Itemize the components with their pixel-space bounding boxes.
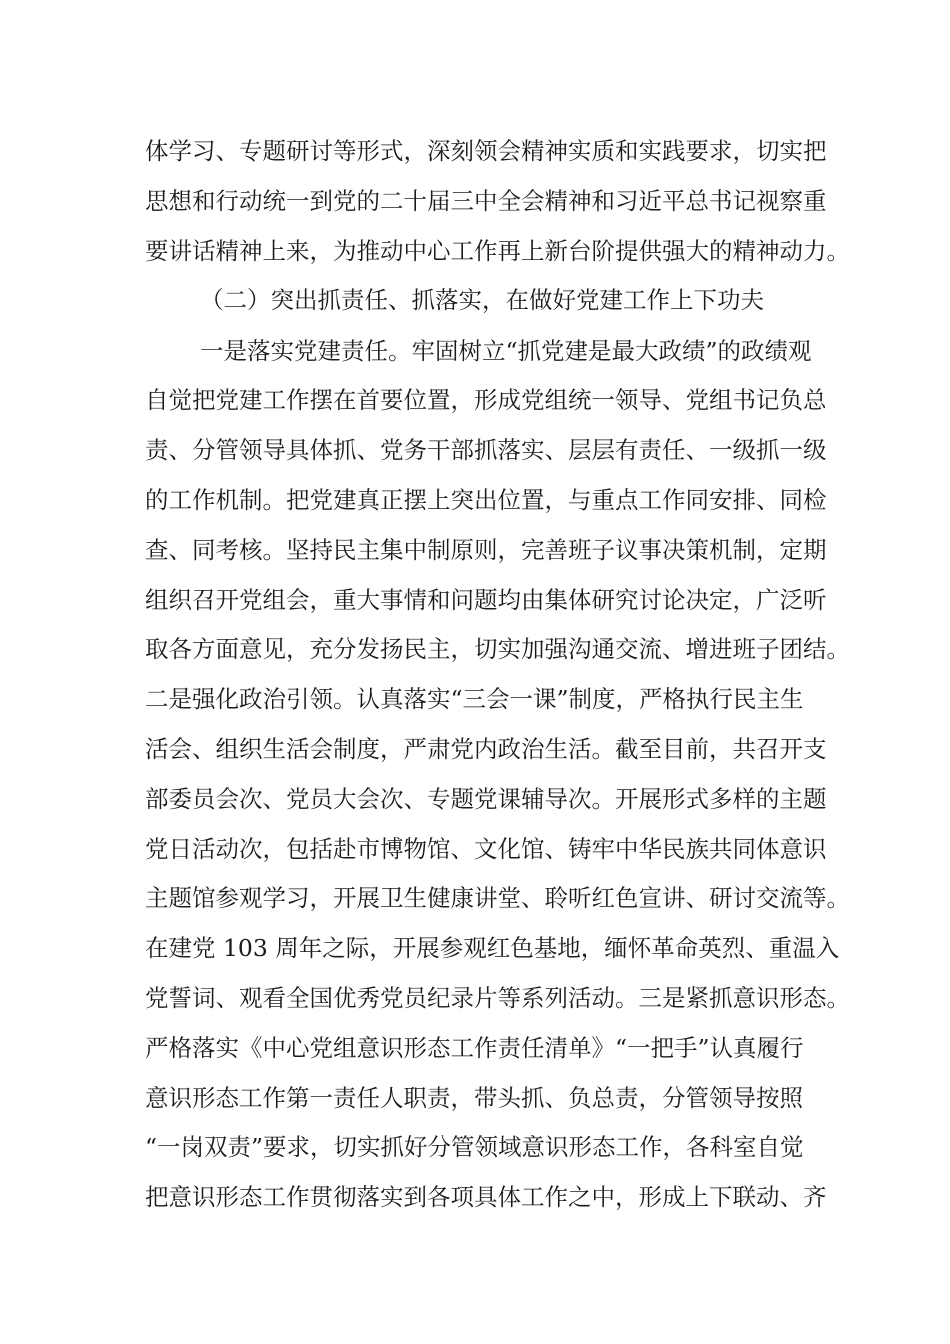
paragraph-line: 严格落实《中心党组意识形态工作责任清单》“一把手”认真履行	[145, 1034, 804, 1062]
paragraph-line: 主题馆参观学习，开展卫生健康讲堂、聆听红色宣讲、研讨交流等。	[145, 884, 850, 912]
paragraph-line: 要讲话精神上来，为推动中心工作再上新台阶提供强大的精神动力。	[145, 237, 850, 265]
paragraph-line: 组织召开党组会，重大事情和问题均由集体研究讨论决定，广泛听	[145, 586, 827, 614]
paragraph-line: 在建党 103 周年之际，开展参观红色基地，缅怀革命英烈、重温入	[145, 934, 840, 962]
paragraph-line: 意识形态工作第一责任人职责，带头抓、负总责，分管领导按照	[145, 1084, 803, 1112]
paragraph-line: 的工作机制。把党建真正摆上突出位置，与重点工作同安排、同检	[145, 486, 827, 514]
paragraph-line: 责、分管领导具体抓、党务干部抓落实、层层有责任、一级抓一级	[145, 436, 827, 464]
paragraph-line: 查、同考核。坚持民主集中制原则，完善班子议事决策机制，定期	[145, 536, 827, 564]
paragraph-line: 自觉把党建工作摆在首要位置，形成党组统一领导、党组书记负总	[145, 386, 827, 414]
paragraph-line: 活会、组织生活会制度，严肃党内政治生活。截至目前，共召开支	[145, 735, 827, 763]
section-heading: （二）突出抓责任、抓落实，在做好党建工作上下功夫	[200, 286, 764, 314]
paragraph-line: 二是强化政治引领。认真落实“三会一课”制度，严格执行民主生	[145, 685, 804, 713]
paragraph-line: 党日活动次，包括赴市博物馆、文化馆、铸牢中华民族共同体意识	[145, 835, 827, 863]
paragraph-line: 部委员会次、党员大会次、专题党课辅导次。开展形式多样的主题	[145, 785, 827, 813]
paragraph-line: 体学习、专题研讨等形式，深刻领会精神实质和实践要求，切实把	[145, 137, 827, 165]
paragraph-line: 取各方面意见，充分发扬民主，切实加强沟通交流、增进班子团结。	[145, 635, 850, 663]
paragraph-line: “一岗双责”要求，切实抓好分管领域意识形态工作，各科室自觉	[145, 1133, 804, 1161]
paragraph-line: 党誓词、观看全国优秀党员纪录片等系列活动。三是紧抓意识形态。	[145, 984, 850, 1012]
paragraph-line: 思想和行动统一到党的二十届三中全会精神和习近平总书记视察重	[145, 187, 827, 215]
paragraph-line: 一是落实党建责任。牢固树立“抓党建是最大政绩”的政绩观	[200, 337, 812, 365]
paragraph-line: 把意识形态工作贯彻落实到各项具体工作之中，形成上下联动、齐	[145, 1183, 827, 1211]
